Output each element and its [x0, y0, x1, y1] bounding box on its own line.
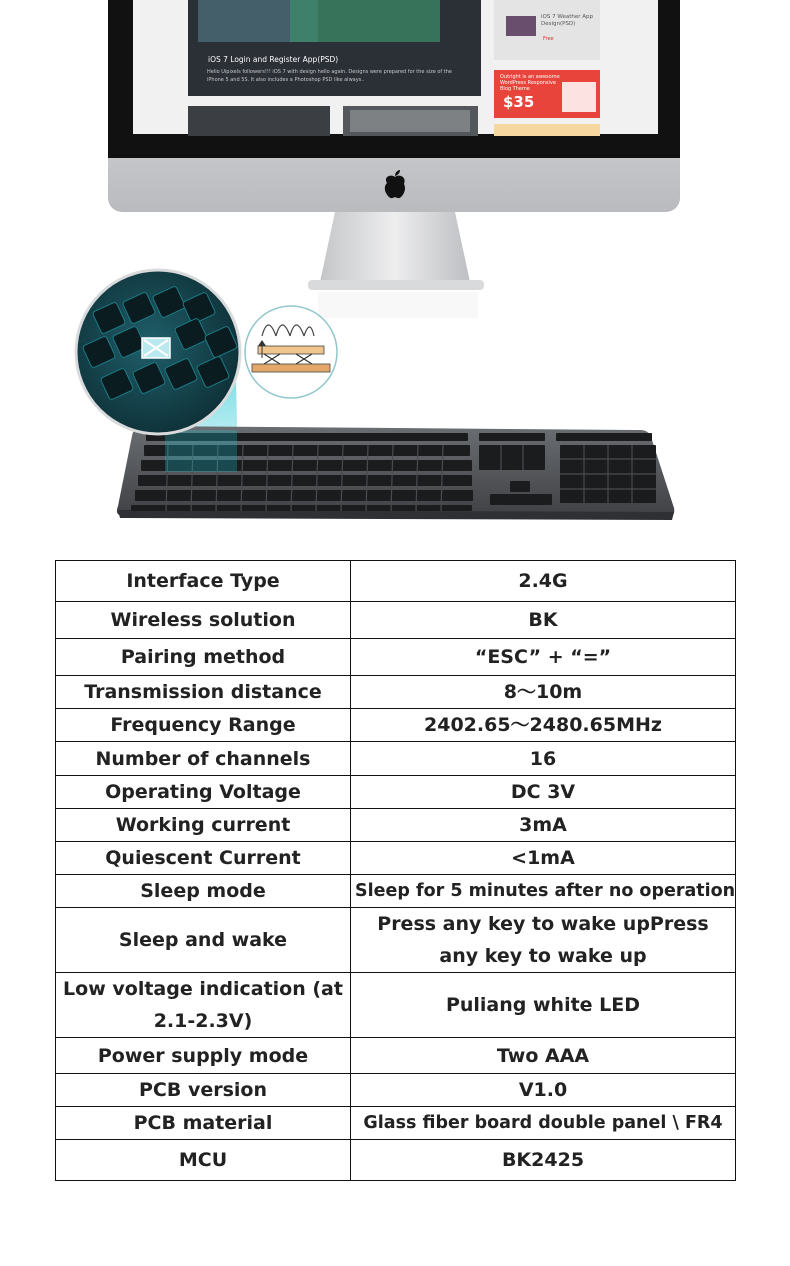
- screen-ad-text: Outright is an awesome WordPress Responsive Blog Theme: [500, 74, 560, 92]
- scissor-mechanism-icon: [245, 306, 337, 398]
- spec-row: [56, 602, 736, 639]
- spec-label: Low voltage indication (at 2.1-2.3V): [56, 973, 351, 1038]
- screen-sidebar-tag: Free: [543, 36, 554, 42]
- spec-row: [56, 1107, 736, 1140]
- spec-value: V1.0: [351, 1074, 736, 1107]
- spec-value: BK: [351, 602, 736, 639]
- spec-row: [56, 1038, 736, 1074]
- spec-label: PCB material: [56, 1107, 351, 1140]
- spec-value: DC 3V: [351, 776, 736, 809]
- spec-label: Power supply mode: [56, 1038, 351, 1074]
- product-hero-image: [0, 0, 790, 540]
- spec-value: Glass fiber board double panel \ FR4: [351, 1107, 736, 1140]
- screen-card-title: iOS 7 Login and Register App(PSD): [208, 55, 339, 64]
- spec-label: Number of channels: [56, 742, 351, 776]
- screen-sidebar-item: iOS 7 Weather App Design(PSD): [541, 14, 593, 27]
- spec-row: [56, 973, 736, 1038]
- spec-value: 2.4G: [351, 561, 736, 602]
- spec-label: Operating Voltage: [56, 776, 351, 809]
- spec-label: Wireless solution: [56, 602, 351, 639]
- spec-label: PCB version: [56, 1074, 351, 1107]
- spec-row: [56, 1074, 736, 1107]
- spec-label: Frequency Range: [56, 709, 351, 742]
- spec-row: [56, 709, 736, 742]
- hero-illustration: [0, 0, 790, 540]
- spec-row: [56, 809, 736, 842]
- spec-label: Transmission distance: [56, 676, 351, 709]
- spec-value: BK2425: [351, 1140, 736, 1181]
- spec-row: [56, 639, 736, 676]
- spec-value: Two AAA: [351, 1038, 736, 1074]
- spec-value: 8～10m: [351, 676, 736, 709]
- spec-value: Press any key to wake upPress any key to wake up: [351, 908, 736, 973]
- key-switch-zoom-icon: [76, 270, 240, 434]
- spec-value: “ESC” + “=”: [351, 639, 736, 676]
- spec-row: [56, 742, 736, 776]
- spec-row: [56, 561, 736, 602]
- spec-row: [56, 842, 736, 875]
- spec-label: Pairing method: [56, 639, 351, 676]
- spec-value: 3mA: [351, 809, 736, 842]
- spec-row: [56, 676, 736, 709]
- spec-label: Interface Type: [56, 561, 351, 602]
- spec-value: 16: [351, 742, 736, 776]
- spec-label: Working current: [56, 809, 351, 842]
- spec-row: [56, 1140, 736, 1181]
- spec-label: MCU: [56, 1140, 351, 1181]
- wireless-keyboard: [117, 426, 674, 520]
- spec-label: Sleep and wake: [56, 908, 351, 973]
- spec-label: Quiescent Current: [56, 842, 351, 875]
- spec-row: [56, 776, 736, 809]
- screen-card-text: Hello Uipixels followers!!! iOS 7 with design hello again. Designs were prepared for the size of the iPhone 5 and 5S. It also includes a Photoshop PSD like always..: [207, 69, 452, 83]
- spec-table: [55, 560, 736, 1181]
- spec-label: Sleep mode: [56, 875, 351, 908]
- imac-monitor: [108, 0, 680, 318]
- spec-value: Puliang white LED: [351, 973, 736, 1038]
- spec-row: [56, 875, 736, 908]
- spec-value: <1mA: [351, 842, 736, 875]
- screen-ad-price: $35: [503, 93, 535, 111]
- spec-value: Sleep for 5 minutes after no operation: [351, 875, 736, 908]
- spec-table-body: [56, 561, 736, 1181]
- spec-value: 2402.65～2480.65MHz: [351, 709, 736, 742]
- spec-row: [56, 908, 736, 973]
